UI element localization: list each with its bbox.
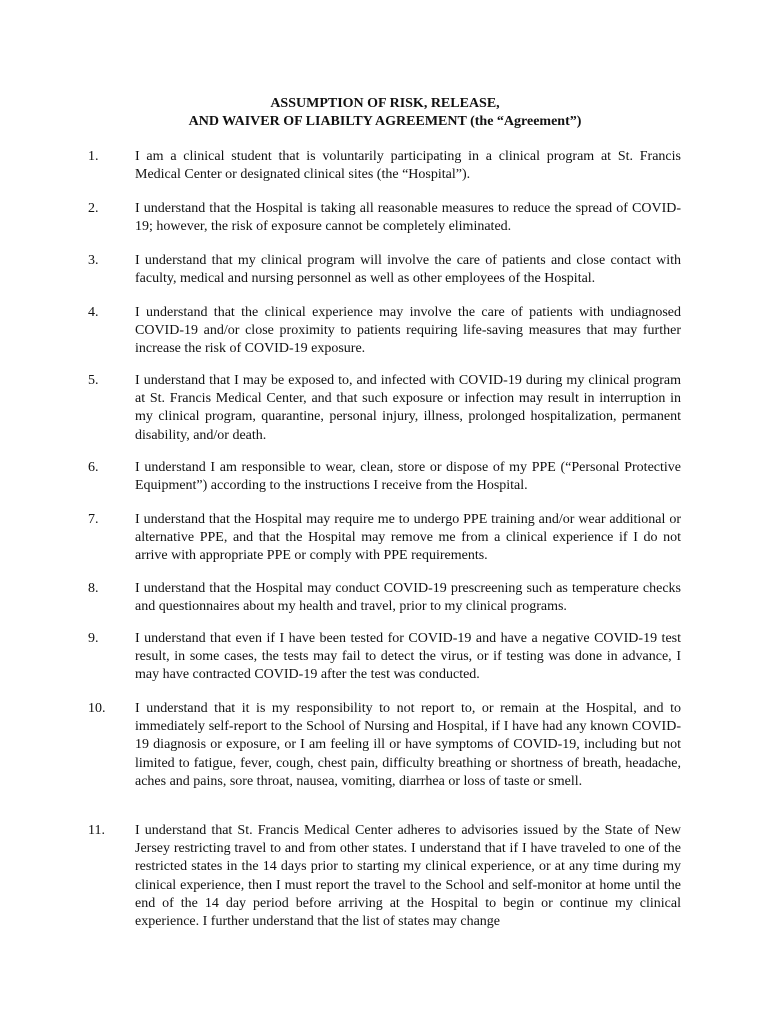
clause-number: 4. (88, 305, 99, 320)
clause-text: I understand that the Hospital may conduct COVID-19 prescreening such as temperature checks and questionnaires about my health and travel, prior to my clinical programs. (135, 581, 681, 615)
clause-number: 6. (88, 460, 99, 475)
clause-text: I understand that St. Francis Medical Center adheres to advisories issued by the State of New Jersey restricting travel to and from other states. I understand that if I have traveled to one of the restricted states in the 14 days prior to starting my clinical experience, or at any time during my clinical experience, then I must report the travel to the School and self-monitor at home until the end of the 14 day period before arriving at the Hospital to begin or continue my clinical experience. I further understand that the list of states may change (135, 823, 681, 930)
clause-text: I understand that the Hospital is taking all reasonable measures to reduce the spread of COVID-19; however, the risk of exposure cannot be completely eliminated. (135, 201, 681, 235)
clause-number: 5. (88, 373, 99, 388)
clause-text: I understand I am responsible to wear, clean, store or dispose of my PPE (“Personal Protective Equipment”) according to the instructions I receive from the Hospital. (135, 460, 681, 494)
clause-text: I understand that even if I have been tested for COVID-19 and have a negative COVID-19 test result, in some cases, the tests may fail to detect the virus, or if testing was done in advance, I may have contracted COVID-19 after the test was conducted. (135, 631, 681, 683)
clause-text: I understand that it is my responsibility to not report to, or remain at the Hospital, and to immediately self-report to the School of Nursing and Hospital, if I have had any known COVID-19 diagnosis or exposure, or I am feeling ill or have symptoms of COVID-19, including but not limited to fatigue, fever, cough, chest pain, difficulty breathing or shortness of breath, headache, aches and pains, sore throat, nausea, vomiting, diarrhea or loss of taste or smell. (135, 701, 681, 789)
clause-text: I am a clinical student that is voluntarily participating in a clinical program at St. Francis Medical Center or designated clinical sites (the “Hospital”). (135, 149, 681, 183)
clause-number: 10. (88, 701, 106, 716)
clause-number: 9. (88, 631, 99, 646)
title-line-2: AND WAIVER OF LIABILTY AGREEMENT (the “Agreement”) (188, 114, 582, 129)
clause-number: 2. (88, 201, 99, 216)
clause-number: 11. (88, 823, 105, 838)
clause-text: I understand that the Hospital may require me to undergo PPE training and/or wear additional or alternative PPE, and that the Hospital may remove me from a clinical experience if I do not arrive with appropriate PPE or comply with PPE requirements. (135, 512, 681, 564)
clause-text: I understand that the clinical experience may involve the care of patients with undiagnosed COVID-19 and/or close proximity to patients requiring life-saving measures that may further increase the risk of COVID-19 exposure. (135, 305, 681, 357)
clause-number: 7. (88, 512, 99, 527)
clause-number: 1. (88, 149, 99, 164)
title-line-1: ASSUMPTION OF RISK, RELEASE, (270, 96, 500, 111)
clause-text: I understand that my clinical program will involve the care of patients and close contact with faculty, medical and nursing personnel as well as other employees of the Hospital. (135, 253, 681, 287)
document-title (0, 95, 770, 131)
clause-number: 8. (88, 581, 99, 596)
clause-number: 3. (88, 253, 99, 268)
clause-text: I understand that I may be exposed to, and infected with COVID-19 during my clinical program at St. Francis Medical Center, and that such exposure or infection may result in interruption in my clinical program, quarantine, personal injury, illness, prolonged hospitalization, permanent disability, and/or death. (135, 373, 681, 443)
